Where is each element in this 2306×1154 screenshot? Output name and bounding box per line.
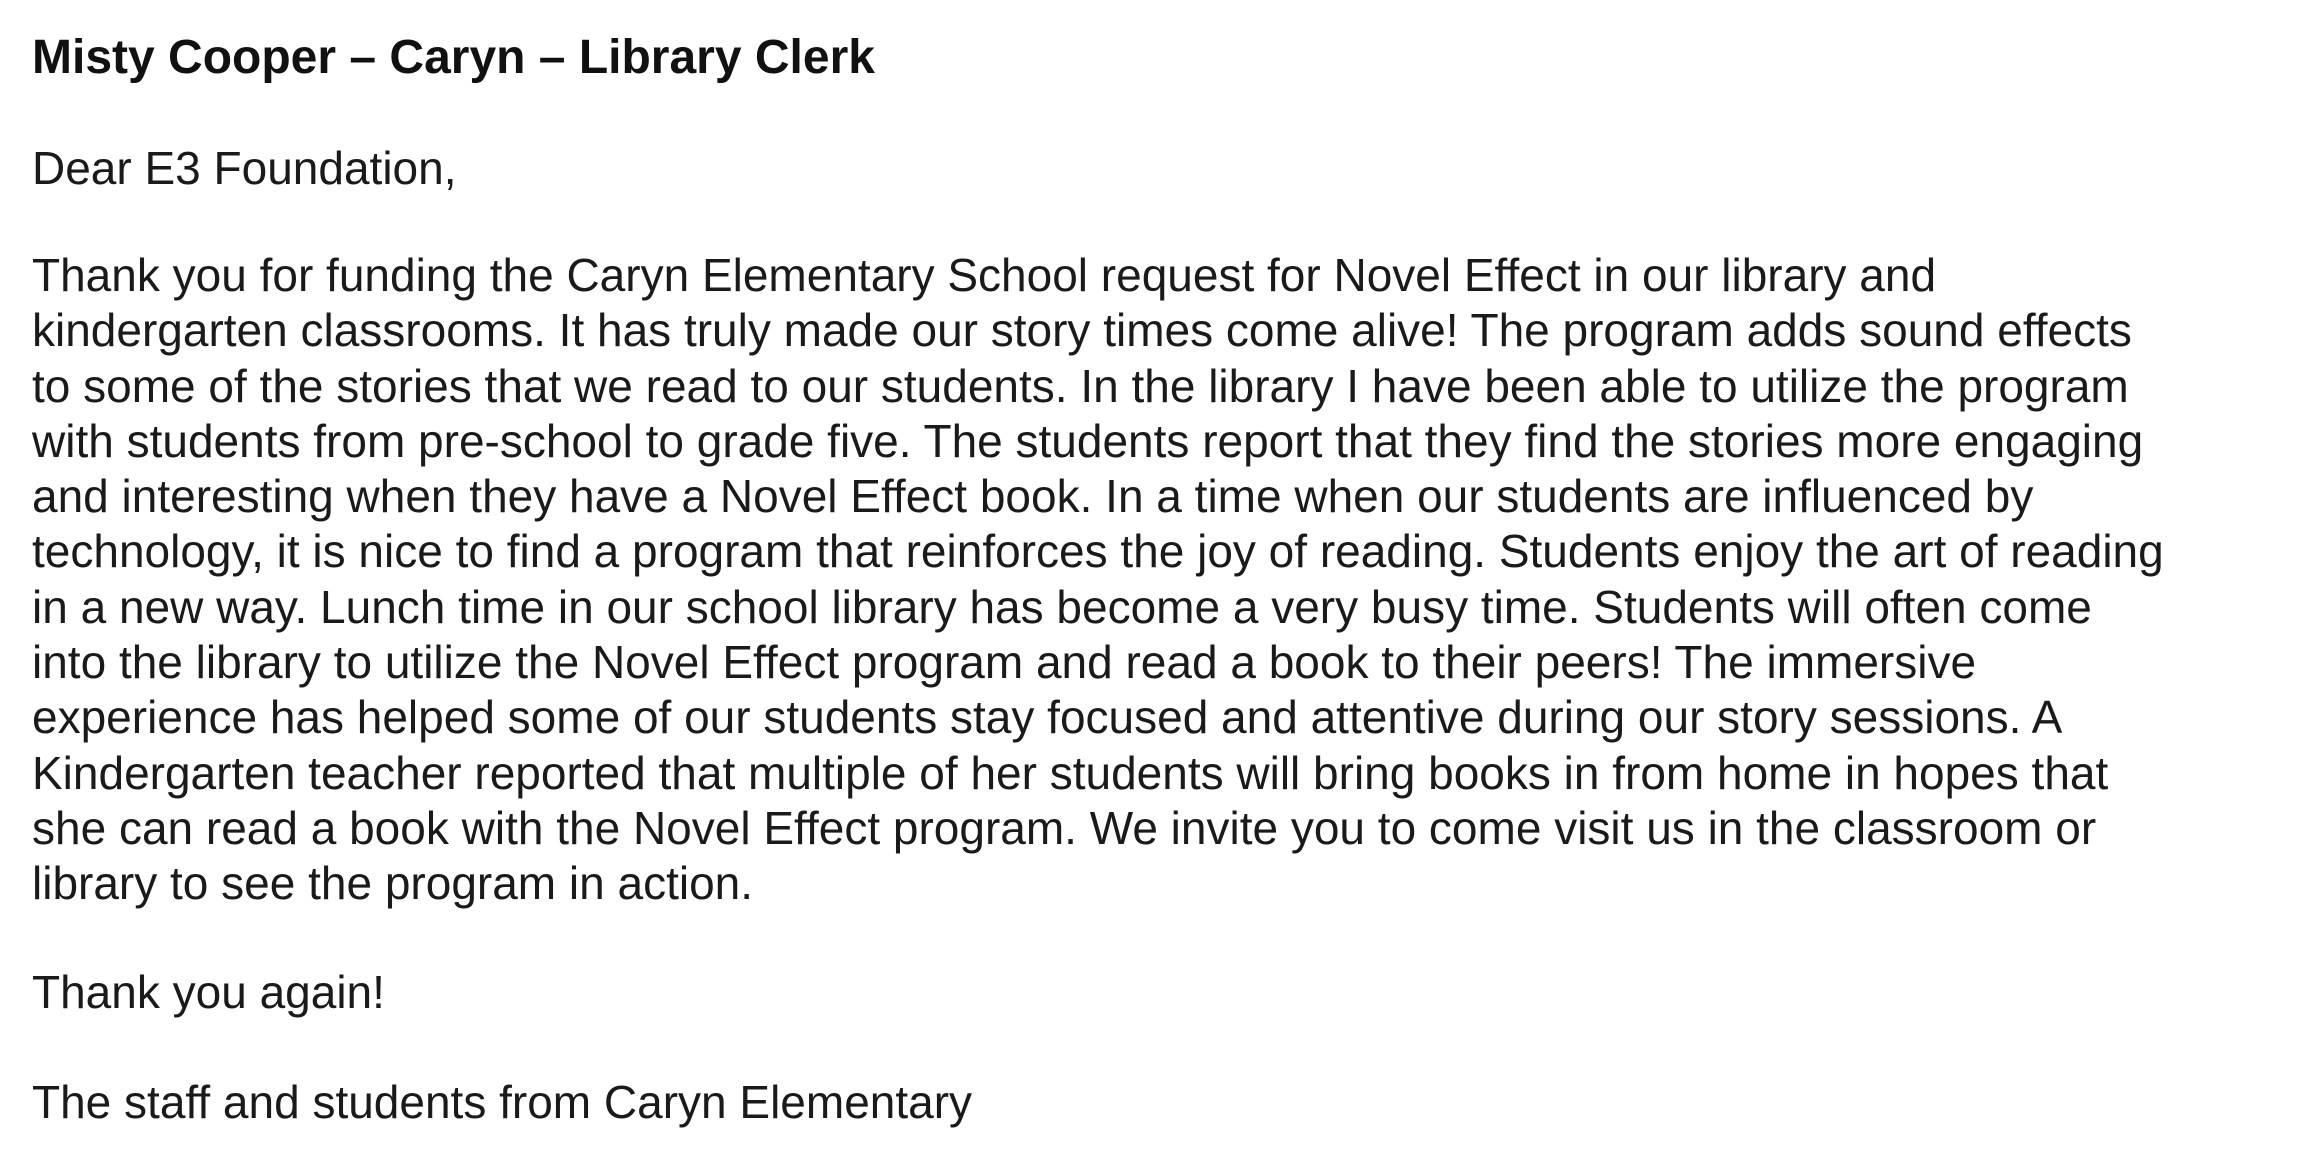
body-line: into the library to utilize the Novel Effect program and read a book to their peers! The immersive (32, 636, 1977, 689)
body-line: kindergarten classrooms. It has truly made our story times come alive! The program adds sound effects (32, 304, 2132, 357)
signature: The staff and students from Caryn Elementary (32, 1075, 973, 1128)
body-line: Thank you for funding the Caryn Elementary School request for Novel Effect in our library and (32, 249, 1937, 301)
body-line: and interesting when they have a Novel Effect book. In a time when our students are influenced by (32, 470, 2034, 523)
body-line: technology, it is nice to find a program that reinforces the joy of reading. Students enjoy the art of reading (32, 525, 2164, 578)
letter-heading: Misty Cooper – Caryn – Library Clerk (32, 31, 875, 84)
body-line: Kindergarten teacher reported that multiple of her students will bring books in from home in hopes that (32, 746, 2109, 799)
letter-body (32, 248, 2282, 912)
closing: Thank you again! (32, 965, 385, 1018)
body-line: with students from pre-school to grade five. The students report that they find the stories more engaging (32, 414, 2144, 467)
body-line: experience has helped some of our students stay focused and attentive during our story sessions. A (32, 691, 2063, 744)
body-line: to some of the stories that we read to our students. In the library I have been able to utilize the program (32, 359, 2129, 412)
letter (32, 24, 2282, 1130)
body-line: library to see the program in action. (32, 857, 754, 910)
body-line: she can read a book with the Novel Effect program. We invite you to come visit us in the classroom or (32, 801, 2097, 854)
body-line: in a new way. Lunch time in our school library has become a very busy time. Students will often come (32, 580, 2092, 633)
salutation: Dear E3 Foundation, (32, 142, 457, 194)
